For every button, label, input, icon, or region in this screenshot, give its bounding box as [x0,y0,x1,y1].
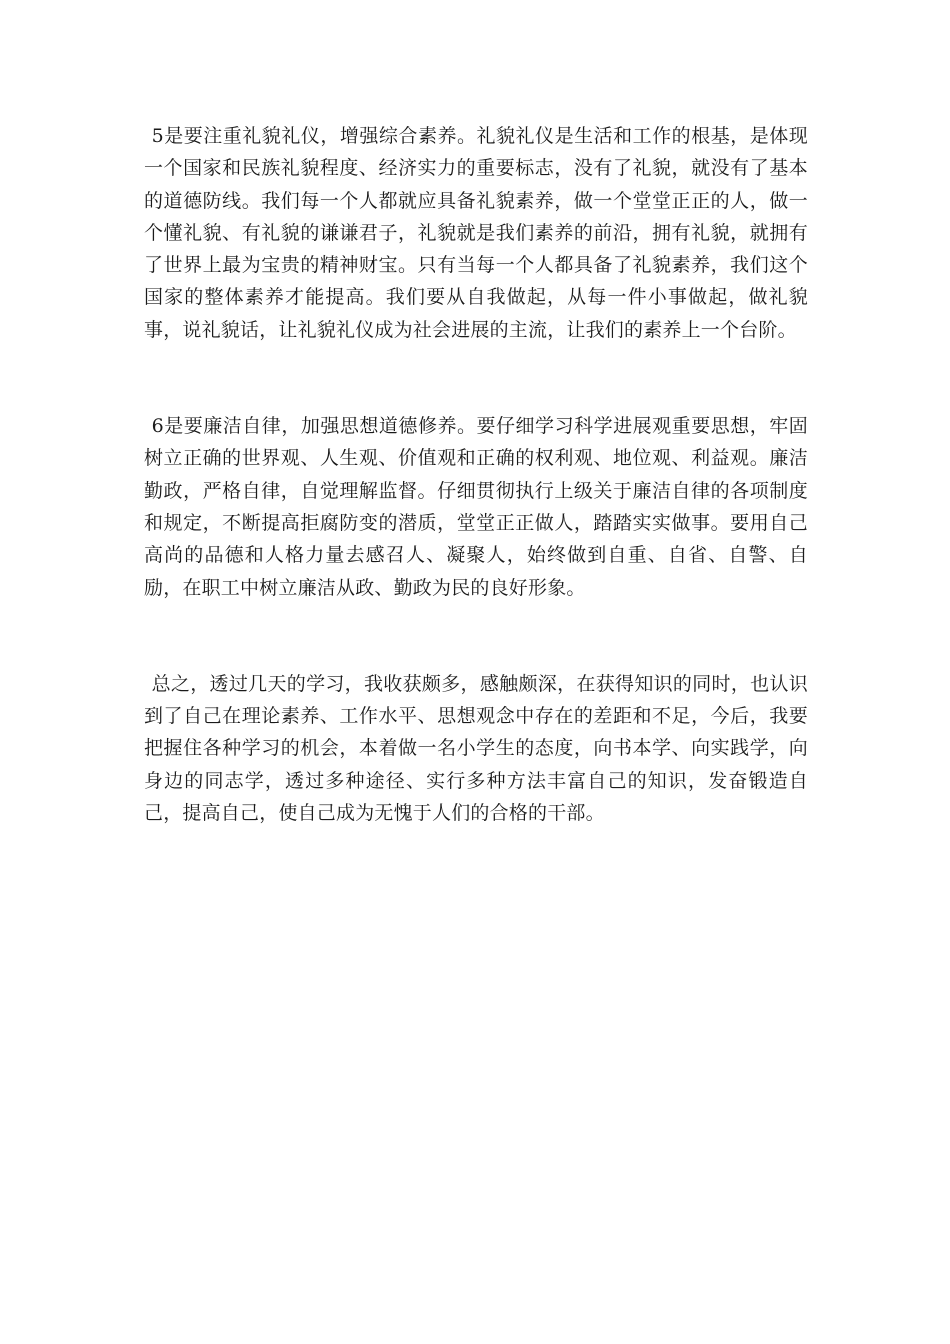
paragraph-6: 6是要廉洁自律，加强思想道德修养。要仔细学习科学进展观重要思想，牢固树立正确的世界观、人生观、价值观和正确的权利观、地位观、利益观。廉洁勤政，严格自律，自觉理解监督。仔细贯彻执行上级关于廉洁自律的各项制度和规定，不断提高拒腐防变的潜质，堂堂正正做人，踏踏实实做事。要用自己高尚的品德和人格力量去感召人、凝聚人，始终做到自重、自省、自警、自励，在职工中树立廉洁从政、勤政为民的良好形象。 [144,415,808,599]
paragraph-5: 5是要注重礼貌礼仪，增强综合素养。礼貌礼仪是生活和工作的根基，是体现一个国家和民族礼貌程度、经济实力的重要标志，没有了礼貌，就没有了基本的道德防线。我们每一个人都就应具备礼貌素养，做一个堂堂正正的人，做一个懂礼貌、有礼貌的谦谦君子，礼貌就是我们素养的前沿，拥有礼貌，就拥有了世界上最为宝贵的精神财宝。只有当每一个人都具备了礼貌素养，我们这个国家的整体素养才能提高。我们要从自我做起，从每一件小事做起，做礼貌事，说礼貌话，让礼貌礼仪成为社会进展的主流，让我们的素养上一个台阶。 [144,125,808,341]
paragraph-conclusion: 总之，透过几天的学习，我收获颇多，感触颇深，在获得知识的同时，也认识到了自己在理论素养、工作水平、思想观念中存在的差距和不足，今后，我要把握住各种学习的机会，本着做一名小学生的态度，向书本学、向实践学，向身边的同志学，透过多种途径、实行多种方法丰富自己的知识，发奋锻造自己，提高自己，使自己成为无愧于人们的合格的干部。 [144,672,808,825]
paragraph-spacer [144,346,808,410]
document-body [144,120,808,829]
paragraph-spacer [144,604,808,668]
